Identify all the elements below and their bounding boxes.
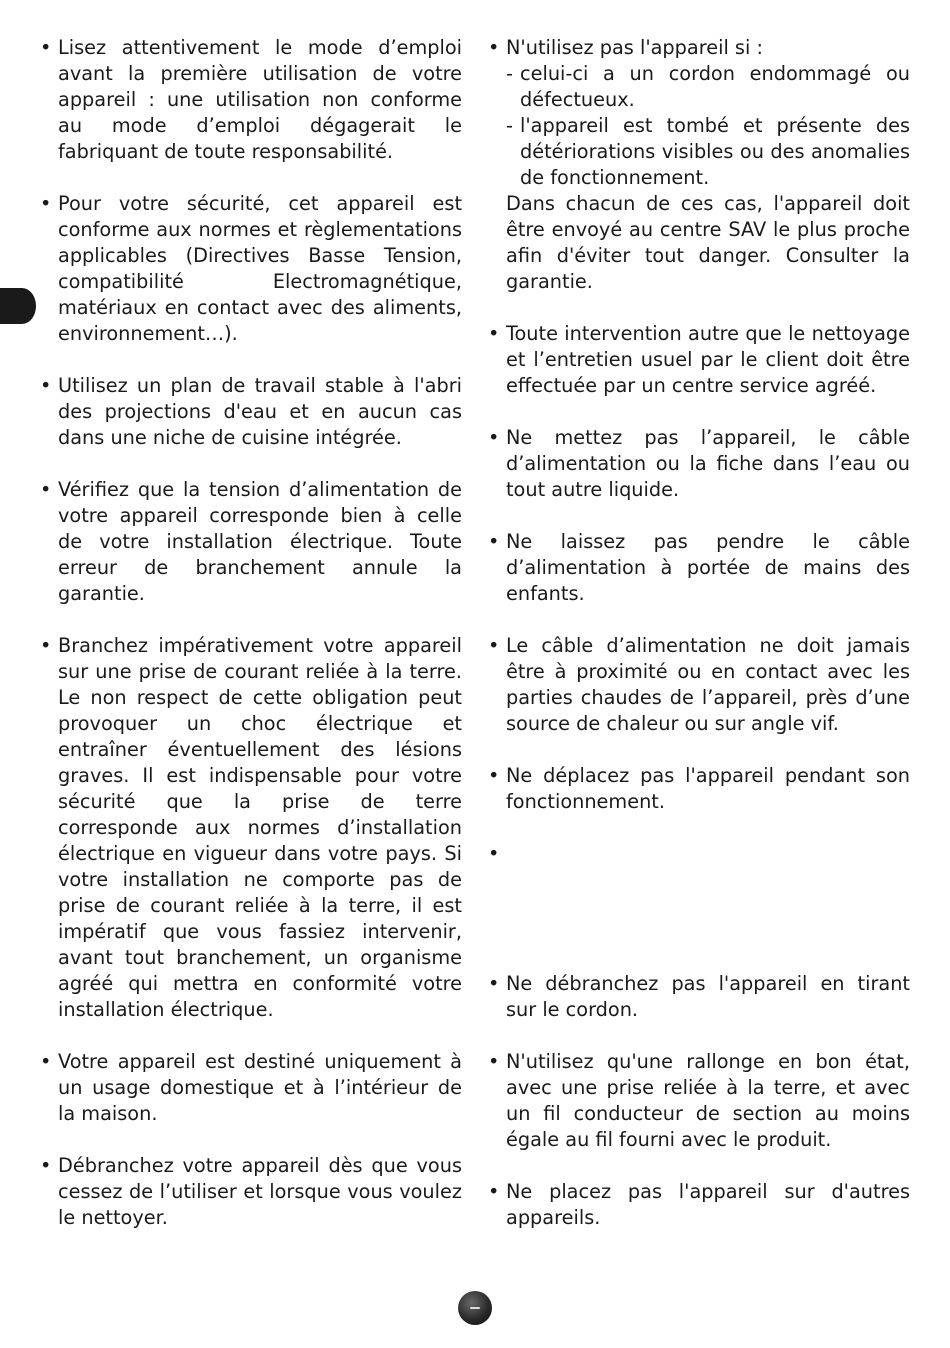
dash-marker: - (506, 62, 513, 85)
bullet-marker: • (40, 634, 52, 657)
safety-item (488, 35, 910, 295)
safety-item-text: Vérifiez que la tension d’alimentation de votre appareil corresponde bien à celle de votre installation électrique. Toute erreur de branchement annule la garantie. (58, 478, 462, 605)
bullet-marker: • (40, 374, 52, 397)
sub-item (506, 113, 910, 191)
sub-item-text: l'appareil est tombé et présente des détériorations visibles ou des anomalies de fonctionnement. (520, 114, 910, 189)
safety-item (40, 373, 462, 451)
safety-item-text: Ne laissez pas pendre le câble d’alimentation à portée de mains des enfants. (506, 530, 910, 605)
safety-item (488, 1049, 910, 1153)
safety-item (40, 1049, 462, 1127)
bullet-marker: • (488, 842, 500, 865)
bullet-marker: • (488, 426, 500, 449)
bullet-marker: • (488, 1180, 500, 1203)
bullet-marker: • (40, 478, 52, 501)
page-number-badge (458, 1291, 492, 1325)
bullet-marker: • (40, 192, 52, 215)
safety-item-text: Lisez attentivement le mode d’emploi avant la première utilisation de votre appareil : une utilisation non conforme au mode d’emploi dégagerait le fabriquant de toute responsabilité. (58, 36, 462, 163)
safety-item (488, 425, 910, 503)
safety-item (488, 971, 910, 1023)
bullet-marker: • (488, 530, 500, 553)
bullet-marker: • (488, 764, 500, 787)
bullet-marker: • (488, 1050, 500, 1073)
empty-safety-item (488, 841, 910, 945)
bullet-marker: • (40, 1050, 52, 1073)
safety-item (40, 35, 462, 165)
safety-item-text: Le câble d’alimentation ne doit jamais être à proximité ou en contact avec les parties chaudes de l’appareil, près d’une source de chaleur ou sur angle vif. (506, 634, 910, 735)
safety-item (488, 1179, 910, 1231)
safety-item-text: N'utilisez qu'une rallonge en bon état, avec une prise reliée à la terre, et avec un fil conducteur de section au moins égale au fil fourni avec le produit. (506, 1050, 910, 1151)
safety-item-text: Branchez impérativement votre appareil sur une prise de courant reliée à la terre. Le non respect de cette obligation peut provoquer un choc électrique et entraîner éventuellement des lésions graves. Il est indispensable pour votre sécurité que la prise de terre corresponde aux normes d’installation électrique en vigueur dans votre pays. Si votre installation ne comporte pas de prise de courant reliée à la terre, il est impératif que vous fassiez intervenir, avant tout branchement, un organisme agréé qui mettra en conformité votre installation électrique. (58, 634, 462, 1021)
bullet-marker: • (488, 36, 500, 59)
safety-item-text: Pour votre sécurité, cet appareil est conforme aux normes et règlementations applicables (Directives Basse Tension, compatibilité Electromagnétique, matériaux en contact avec des aliments, environnement…). (58, 192, 462, 345)
safety-item (40, 191, 462, 347)
bullet-marker: • (488, 322, 500, 345)
right-column (488, 35, 910, 1257)
bullet-marker: • (488, 972, 500, 995)
bullet-marker: • (40, 1154, 52, 1177)
safety-item-text: Utilisez un plan de travail stable à l'abri des projections d'eau et en aucun cas dans une niche de cuisine intégrée. (58, 374, 462, 449)
safety-item-text: Votre appareil est destiné uniquement à un usage domestique et à l’intérieur de la maison. (58, 1050, 462, 1125)
safety-item (40, 1153, 462, 1231)
safety-item (488, 529, 910, 607)
safety-item-text: Toute intervention autre que le nettoyage et l’entretien usuel par le client doit être effectuée par un centre service agréé. (506, 322, 910, 397)
safety-item-note: Dans chacun de ces cas, l'appareil doit être envoyé au centre SAV le plus proche afin d'éviter tout danger. Consulter la garantie. (506, 192, 910, 293)
bullet-marker: • (40, 36, 52, 59)
safety-item-text: Ne débranchez pas l'appareil en tirant sur le cordon. (506, 972, 910, 1021)
left-column (40, 35, 462, 1257)
safety-item (488, 763, 910, 815)
safety-item-text: Débranchez votre appareil dès que vous cessez de l’utiliser et lorsque vous voulez le nettoyer. (58, 1154, 462, 1229)
safety-item-text: Ne mettez pas l’appareil, le câble d’alimentation ou la fiche dans l’eau ou tout autre liquide. (506, 426, 910, 501)
safety-item-intro: N'utilisez pas l'appareil si : (506, 36, 763, 59)
safety-item (488, 633, 910, 737)
language-section-tab (0, 288, 36, 324)
safety-item (40, 633, 462, 1023)
bullet-marker: • (488, 634, 500, 657)
safety-item (488, 321, 910, 399)
sub-item-text: celui-ci a un cordon endommagé ou défectueux. (520, 62, 910, 111)
safety-item-text: Ne déplacez pas l'appareil pendant son fonctionnement. (506, 764, 910, 813)
dash-marker: - (506, 114, 513, 137)
safety-item-text: Ne placez pas l'appareil sur d'autres appareils. (506, 1180, 910, 1229)
safety-item (40, 477, 462, 607)
sub-item (506, 61, 910, 113)
